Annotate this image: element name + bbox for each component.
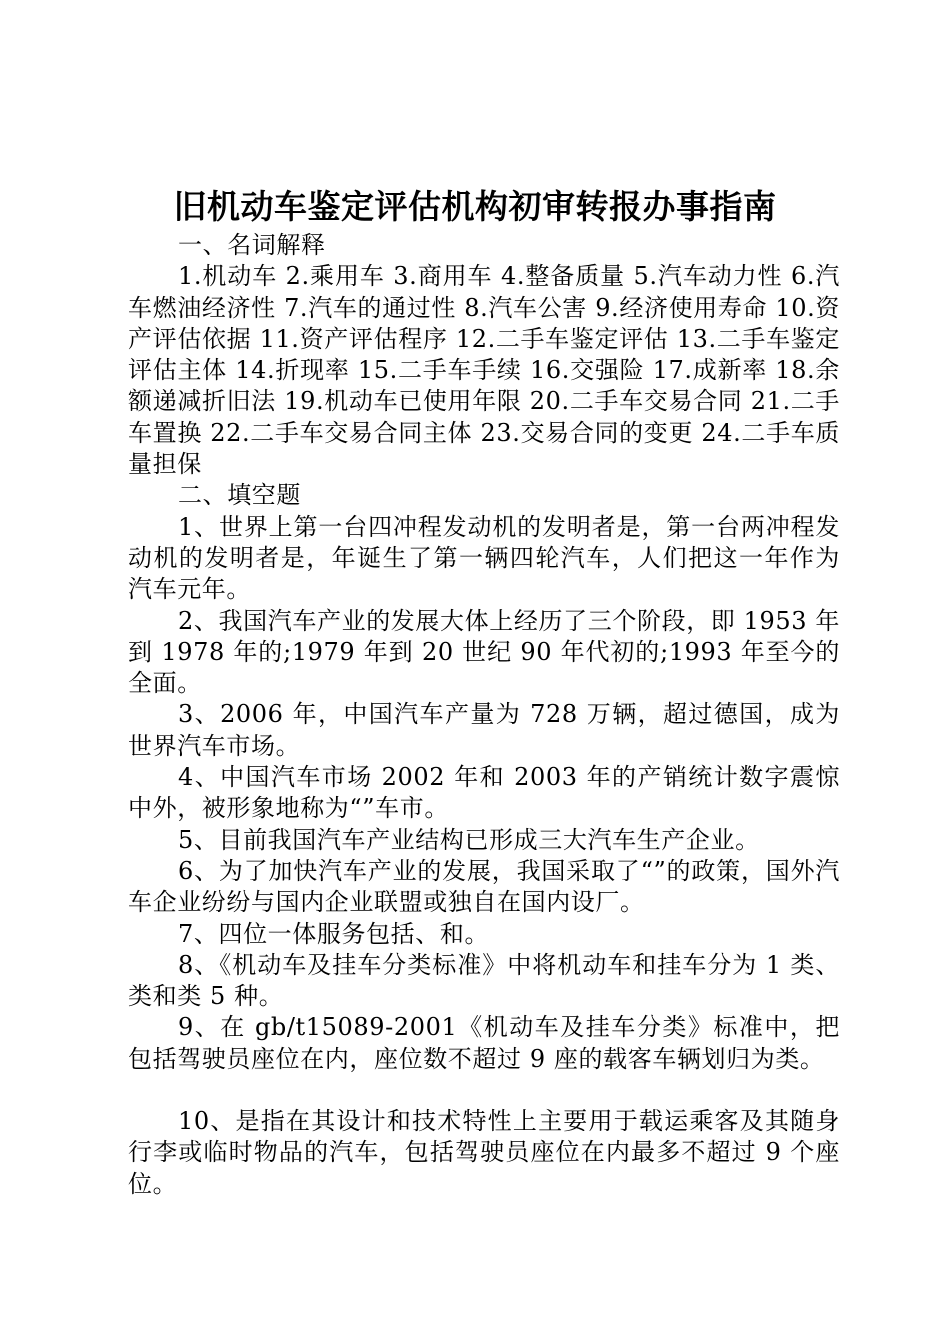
- document-body: [128, 230, 840, 1200]
- question-paragraph-9: 9、在 gb/t15089-2001《机动车及挂车分类》标准中，把包括驾驶员座位在内，座位数不超过 9 座的载客车辆划归为类。: [128, 1013, 840, 1073]
- question-paragraph-6: 6、为了加快汽车产业的发展，我国采取了“”的政策，国外汽车企业纷纷与国内企业联盟或独自在国内设厂。: [128, 856, 840, 917]
- question-paragraph-3: 3、2006 年，中国汽车产量为 728 万辆，超过德国，成为世界汽车市场。: [128, 700, 840, 760]
- question-paragraph-5: 5、目前我国汽车产业结构已形成三大汽车生产企业。: [178, 825, 760, 854]
- document-title: 旧机动车鉴定评估机构初审转报办事指南: [173, 187, 777, 226]
- question-paragraph-1: 1、世界上第一台四冲程发动机的发明者是，第一台两冲程发动机的发明者是，年诞生了第一辆四轮汽车，人们把这一年作为汽车元年。: [128, 512, 840, 604]
- terms-list-paragraph: 1.机动车 2.乘用车 3.商用车 4.整备质量 5.汽车动力性 6.汽车燃油经济性 7.汽车的通过性 8.汽车公害 9.经济使用寿命 10.资产评估依据 11.资产评估程序 12.二手车鉴定评估 13.二手车鉴定评估主体 14.折现率 15.二手车手续 16.交强险 17.成新率 18.余额递减折旧法 19.机动车已使用年限 20.二手车交易合同 21.二手车置换 22.二手车交易合同主体 23.交易合同的变更 24.二手车质量担保: [128, 262, 840, 479]
- blank-line: [128, 1075, 840, 1106]
- section-heading-fill-blanks: 二、填空题: [178, 481, 301, 510]
- question-paragraph-7: 7、四位一体服务包括、和。: [178, 919, 490, 948]
- question-paragraph-2: 2、我国汽车产业的发展大体上经历了三个阶段，即 1953 年到 1978 年的;1979 年到 20 世纪 90 年代初的;1993 年至今的全面。: [128, 606, 840, 698]
- section-heading-terms: 一、名词解释: [178, 231, 326, 259]
- question-paragraph-4: 4、中国汽车市场 2002 年和 2003 年的产销统计数字震惊中外，被形象地称为“”车市。: [128, 763, 840, 823]
- question-paragraph-8: 8、《机动车及挂车分类标准》中将机动车和挂车分为 1 类、类和类 5 种。: [128, 950, 840, 1011]
- question-paragraph-10: 10、是指在其设计和技术特性上主要用于载运乘客及其随身行李或临时物品的汽车，包括驾驶员座位在内最多不超过 9 个座位。: [128, 1107, 840, 1198]
